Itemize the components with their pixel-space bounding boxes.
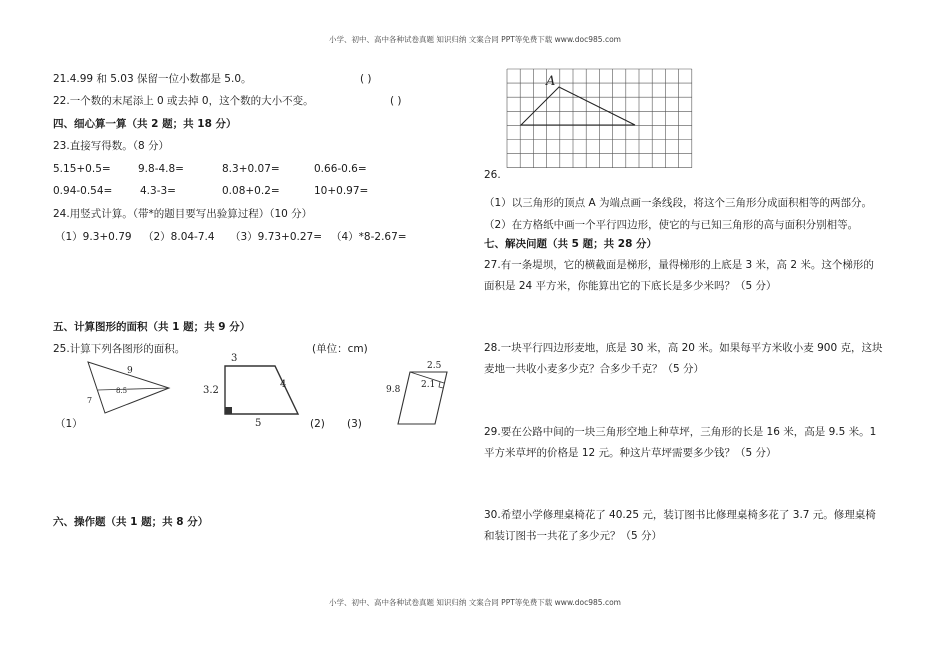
trapezoid-shape	[225, 366, 298, 414]
vertical-calc-item: （1）9.3+0.79	[55, 231, 132, 243]
vertical-calc-item: （4）*8-2.67=	[331, 231, 407, 243]
right-angle-mark	[225, 407, 232, 414]
question-26-part1: （1）以三角形的顶点 A 为端点画一条线段，将这个三角形分成面积相等的两部分。	[484, 197, 873, 209]
section-5-title: 五、计算图形的面积（共 1 题；共 9 分）	[53, 321, 251, 333]
question-23: 23.直接写得数。（8 分）	[53, 140, 169, 152]
triangle-height-label: 8.5	[116, 387, 128, 395]
question-30-line1: 30.希望小学修理桌椅花了 40.25 元，装订图书比修理桌椅多花了 3.7 元。修理桌椅	[484, 509, 876, 521]
unit-label: (单位：cm)	[312, 343, 368, 355]
question-27-line2: 面积是 24 平方米，你能算出它的下底长是多少米吗？（5 分）	[484, 280, 777, 292]
calc-item: 0.66-0.6=	[314, 163, 367, 175]
calc-item: 5.15+0.5=	[53, 163, 111, 175]
figure-1-label: （1）	[55, 418, 83, 430]
parallelogram-top-label: 2.5	[427, 361, 442, 371]
calc-item: 0.94-0.54=	[53, 185, 113, 197]
question-26-number: 26.	[484, 169, 501, 181]
page-header: 小学、初中、高中各种试卷真题 知识归纳 文案合同 PPT等免费下载 www.doc985.com	[329, 35, 621, 44]
answer-paren-22[interactable]: ( )	[390, 95, 402, 107]
triangle-height-line	[98, 388, 169, 390]
grid-triangle	[521, 87, 635, 125]
trapezoid-figure	[200, 350, 305, 430]
question-29-line1: 29.要在公路中间的一块三角形空地上种草坪，三角形的长是 16 米，高是 9.5 米。1	[484, 426, 877, 438]
calc-item: 8.3+0.07=	[222, 163, 280, 175]
question-21: 21.4.99 和 5.03 保留一位小数都是 5.0。	[53, 73, 252, 85]
triangle-base-label: 7	[87, 396, 93, 405]
trapezoid-height-label: 3.2	[203, 385, 219, 396]
trapezoid-top-label: 3	[231, 353, 238, 364]
section-6-title: 六、操作题（共 1 题；共 8 分）	[53, 516, 209, 528]
question-30-line2: 和装订图书一共花了多少元？（5 分）	[484, 530, 663, 542]
calc-item: 10+0.97=	[314, 185, 369, 197]
parallelogram-figure	[383, 356, 455, 428]
grid-paper-figure	[505, 68, 693, 170]
calc-item: 9.8-4.8=	[138, 163, 184, 175]
calc-item: 4.3-3=	[140, 185, 176, 197]
question-27-line1: 27.有一条堤坝，它的横截面是梯形，量得梯形的上底是 3 米，高 2 米。这个梯形的	[484, 259, 874, 271]
question-25: 25.计算下列各图形的面积。	[53, 343, 186, 355]
question-22: 22.一个数的末尾添上 0 或去掉 0，这个数的大小不变。	[53, 95, 314, 107]
vertical-calc-item: （2）8.04-7.4	[143, 231, 215, 243]
section-4-title: 四、细心算一算（共 2 题；共 18 分）	[53, 118, 237, 130]
triangle-side-label: 9	[127, 366, 133, 376]
question-28-line2: 麦地一共收小麦多少克？合多少千克？（5 分）	[484, 363, 705, 375]
parallelogram-height-label: 2.1	[421, 380, 436, 390]
vertex-a-label: A	[546, 74, 556, 89]
trapezoid-side-label: 4	[280, 379, 287, 390]
section-7-title: 七、解决问题（共 5 题；共 28 分）	[484, 238, 658, 250]
calc-item: 0.08+0.2=	[222, 185, 280, 197]
question-24: 24.用竖式计算。（带*的题目要写出验算过程）（10 分）	[53, 208, 313, 220]
page-footer: 小学、初中、高中各种试卷真题 知识归纳 文案合同 PPT等免费下载 www.doc985.com	[329, 598, 621, 607]
grid-lines	[507, 69, 692, 168]
trapezoid-bottom-label: 5	[255, 418, 262, 429]
vertical-calc-item: （3）9.73+0.27=	[230, 231, 323, 243]
triangle-figure	[82, 360, 174, 416]
question-26-part2: （2）在方格纸中画一个平行四边形，使它的与已知三角形的高与面积分别相等。	[484, 219, 859, 231]
parallelogram-side-label: 9.8	[386, 385, 401, 395]
question-28-line1: 28.一块平行四边形麦地，底是 30 米，高 20 米。如果每平方米收小麦 900 克，这块	[484, 342, 883, 354]
figure-2-label: (2)	[310, 418, 325, 430]
question-29-line2: 平方米草坪的价格是 12 元。种这片草坪需要多少钱？（5 分）	[484, 447, 777, 459]
figure-3-label: (3)	[347, 418, 362, 430]
answer-paren-21[interactable]: ( )	[360, 73, 372, 85]
